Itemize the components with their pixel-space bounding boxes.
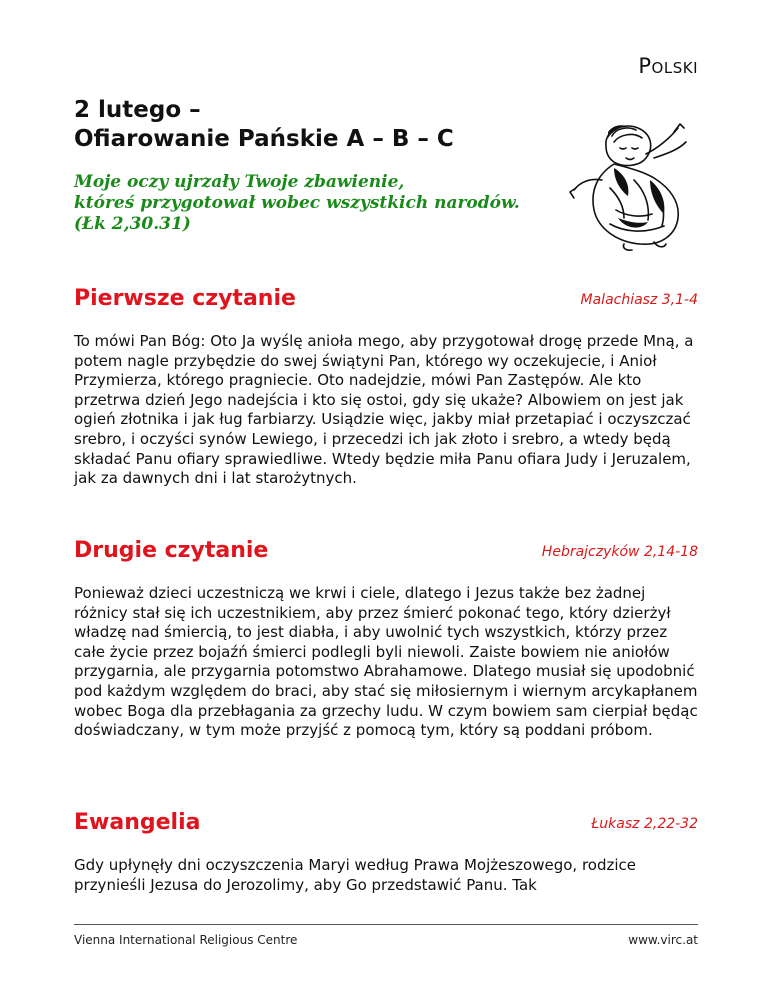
section-reference: Hebrajczyków 2,14-18 <box>541 544 698 560</box>
first-reading-text: To mówi Pan Bóg: Oto Ja wyślę anioła mego, aby przygotował drogę przede Mną, a potem nagle przybędzie do swej świątyni Pan, którego wy oczekujecie, i Anioł Przymierza, którego pragniecie. Oto nadejdzie, mówi Pan Zastępów. Ale kto przetrwa dzień Jego nadejścia i kto się ostoi, gdy się ukaże? Albowiem on jest jak ogień złotnika i jak ług farbiarzy. Usiądzie więc, jakby miał przetapiać i oczyszczać srebro, i oczyści synów Lewiego, i przecedzi ich jak złoto i srebro, a wtedy będą składać Panu ofiary sprawiedliwe. Wtedy będzie miła Panu ofiara Judy i Jeruzalem, jak za dawnych dni i lat starożytnych. <box>74 332 694 488</box>
motto-line-1: Moje oczy ujrzały Twoje zbawienie, <box>74 172 405 192</box>
footer-divider <box>74 924 698 925</box>
child-illustration <box>554 118 704 253</box>
section-gospel-header <box>74 810 698 842</box>
footer-organization: Vienna International Religious Centre <box>74 933 298 947</box>
motto-reference: (Łk 2,30.31) <box>74 214 191 234</box>
gospel-text: Gdy upłynęły dni oczyszczenia Maryi według Prawa Mojżeszowego, rodzice przynieśli Jezusa do Jerozolimy, aby Go przedstawić Panu. Tak <box>74 856 637 894</box>
motto <box>74 172 564 235</box>
section-title: Pierwsze czytanie <box>74 286 296 311</box>
section-first-reading-header <box>74 286 698 318</box>
language-label: Polski <box>638 54 698 78</box>
title-line-2: Ofiarowanie Pańskie A – B – C <box>74 126 454 152</box>
section-reference: Malachiasz 3,1-4 <box>580 292 698 308</box>
page-title <box>74 96 574 154</box>
second-reading-text: Ponieważ dzieci uczestniczą we krwi i ciele, dlatego i Jezus także bez żadnej różnicy stał się ich uczestnikiem, aby przez śmierć pokonać tego, który dzierżył władzę nad śmiercią, to jest diabła, i aby uwolnić tych wszystkich, którzy przez całe życie przez bojaźń śmierci podlegli byli niewoli. Zaiste bowiem nie aniołów przygarnia, ale przygarnia potomstwo Abrahamowe. Dlatego musiał się upodobnić pod każdym względem do braci, aby stać się miłosiernym i wiernym arcykapłanem wobec Boga dla przebłagania za grzechy ludu. W czym bowiem sam cierpiał będąc doświadczany, w tym może przyjść z pomocą tym, który są poddani próbom. <box>74 584 698 740</box>
section-title: Drugie czytanie <box>74 538 269 563</box>
title-line-1: 2 lutego – <box>74 97 201 123</box>
footer-website-link[interactable]: www.virc.at <box>628 933 698 947</box>
motto-line-2: któreś przygotował wobec wszystkich narodów. <box>74 193 520 213</box>
section-title: Ewangelia <box>74 810 201 835</box>
section-second-reading-header <box>74 538 698 570</box>
section-reference: Łukasz 2,22-32 <box>591 816 698 832</box>
